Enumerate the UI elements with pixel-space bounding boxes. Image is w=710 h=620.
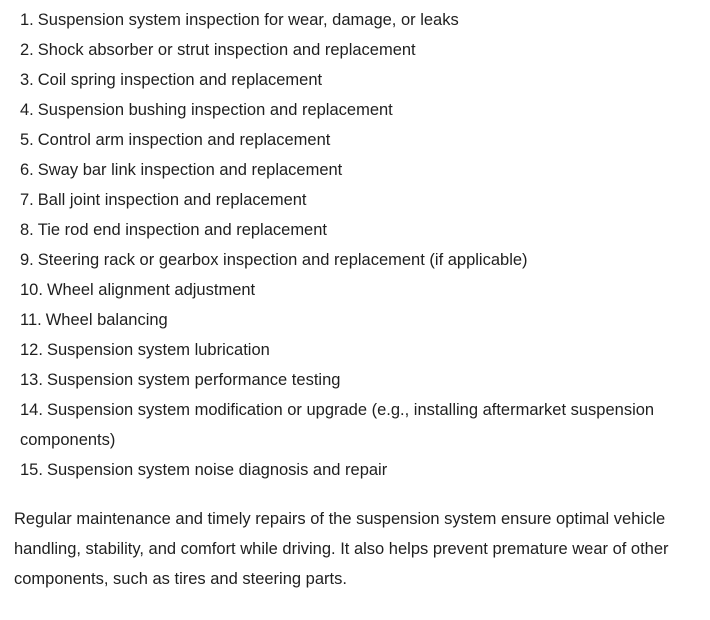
list-item-number: 2. xyxy=(20,41,34,59)
list-item-number: 1. xyxy=(20,11,34,29)
list-item-text: Coil spring inspection and replacement xyxy=(37,71,323,89)
list-item-text: Control arm inspection and replacement xyxy=(37,131,331,149)
list-item-number: 7. xyxy=(20,191,34,209)
list-item xyxy=(20,95,692,125)
list-item-text: Sway bar link inspection and replacement xyxy=(37,161,343,179)
list-item xyxy=(20,275,692,305)
list-item-text: Suspension system performance testing xyxy=(46,371,341,389)
list-item xyxy=(20,5,692,35)
list-item xyxy=(20,365,692,395)
list-item-text: Wheel balancing xyxy=(45,311,168,329)
list-item xyxy=(20,185,692,215)
list-item xyxy=(20,455,692,485)
list-item-number: 10. xyxy=(20,281,43,299)
list-item-text: Shock absorber or strut inspection and replacement xyxy=(37,41,416,59)
list-item xyxy=(20,245,692,275)
service-list xyxy=(0,5,692,485)
list-item-text: Tie rod end inspection and replacement xyxy=(37,221,327,239)
list-item xyxy=(20,65,692,95)
list-item-text: Ball joint inspection and replacement xyxy=(37,191,307,209)
list-item-text: Suspension bushing inspection and replacement xyxy=(37,101,393,119)
list-item-number: 5. xyxy=(20,131,34,149)
list-item xyxy=(20,305,692,335)
list-item-number: 13. xyxy=(20,371,43,389)
list-item xyxy=(20,335,692,365)
list-item-text: Suspension system modification or upgrade (e.g., installing aftermarket suspension components) xyxy=(20,401,655,449)
list-item-number: 9. xyxy=(20,251,34,269)
list-item-text: Wheel alignment adjustment xyxy=(46,281,256,299)
list-item xyxy=(20,125,692,155)
list-item-number: 8. xyxy=(20,221,34,239)
list-item-number: 14. xyxy=(20,401,43,419)
list-item xyxy=(20,395,692,455)
document-body xyxy=(0,5,710,594)
list-item-text: Steering rack or gearbox inspection and replacement (if applicable) xyxy=(37,251,528,269)
list-item-text: Suspension system lubrication xyxy=(46,341,270,359)
list-item-text: Suspension system noise diagnosis and repair xyxy=(46,461,388,479)
list-item xyxy=(20,215,692,245)
list-item-number: 12. xyxy=(20,341,43,359)
list-item-number: 3. xyxy=(20,71,34,89)
summary-paragraph: Regular maintenance and timely repairs of the suspension system ensure optimal vehicle handling, stability, and comfort while driving. It also helps prevent premature wear of other components, such as tires and steering parts. xyxy=(14,510,669,588)
list-item xyxy=(20,155,692,185)
list-item-number: 11. xyxy=(20,311,42,329)
list-item-text: Suspension system inspection for wear, damage, or leaks xyxy=(37,11,459,29)
list-item-number: 6. xyxy=(20,161,34,179)
list-item xyxy=(20,35,692,65)
list-item-number: 15. xyxy=(20,461,43,479)
list-item-number: 4. xyxy=(20,101,34,119)
